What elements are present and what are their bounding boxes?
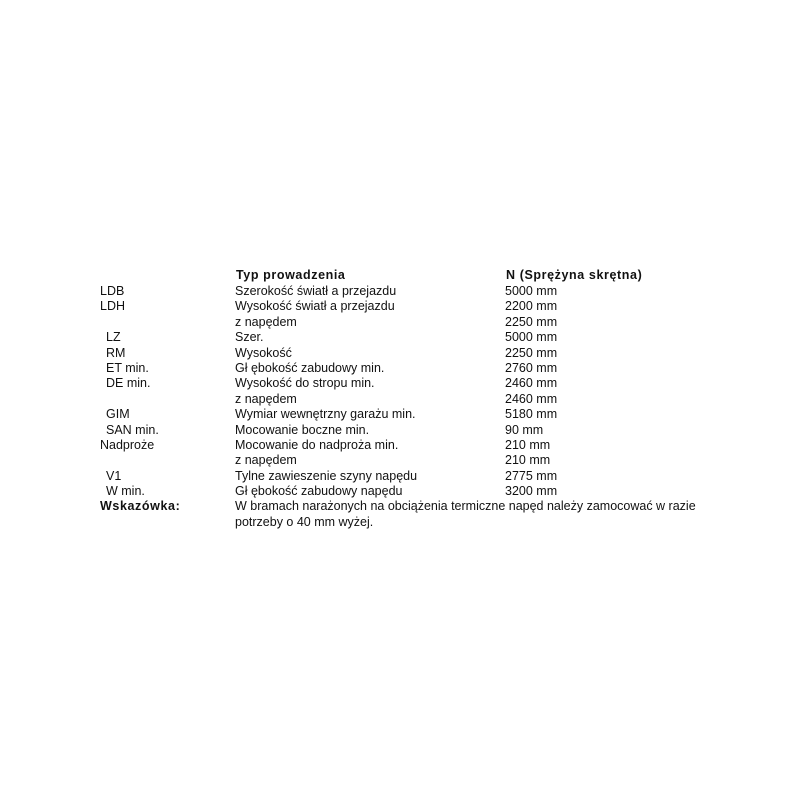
table-row bbox=[100, 376, 720, 391]
header-description: Typ prowadzenia bbox=[236, 268, 346, 282]
row-value: 2760 mm bbox=[505, 360, 558, 375]
row-value: 210 mm bbox=[505, 437, 551, 452]
row-value: 90 mm bbox=[505, 422, 544, 437]
note bbox=[100, 499, 720, 533]
row-description: z napędem bbox=[235, 391, 297, 406]
row-code: LDB bbox=[100, 284, 125, 298]
table-row bbox=[100, 407, 720, 422]
row-description: Mocowanie boczne min. bbox=[235, 422, 370, 437]
table-row bbox=[100, 484, 720, 499]
row-code: DE min. bbox=[106, 376, 151, 391]
row-description: Wymiar wewnętrzny garażu min. bbox=[235, 407, 416, 422]
table-row bbox=[100, 284, 720, 299]
row-description: z napędem bbox=[235, 314, 297, 329]
row-description: Wysokość bbox=[235, 345, 292, 360]
row-value: 2460 mm bbox=[505, 391, 558, 406]
row-value: 3200 mm bbox=[505, 484, 558, 499]
row-description: Wysokość do stropu min. bbox=[235, 376, 375, 391]
row-code: LZ bbox=[106, 330, 121, 345]
row-description: Szer. bbox=[235, 330, 264, 345]
row-description: Gł ębokość zabudowy napędu bbox=[235, 484, 403, 499]
spec-table bbox=[100, 266, 720, 533]
header-value: N (Sprężyna skrętna) bbox=[506, 268, 643, 282]
row-code: W min. bbox=[106, 484, 145, 499]
table-header bbox=[100, 266, 720, 284]
row-description: Mocowanie do nadproża min. bbox=[235, 437, 399, 452]
row-description: Tylne zawieszenie szyny napędu bbox=[235, 468, 418, 483]
row-value: 2775 mm bbox=[505, 468, 558, 483]
table-row bbox=[100, 392, 720, 407]
note-label: Wskazówka: bbox=[100, 499, 181, 514]
row-code: RM bbox=[106, 345, 126, 360]
row-value: 2250 mm bbox=[505, 314, 558, 329]
note-text: W bramach narażonych na obciążenia termiczne napęd należy zamocować w razie potrzeby o 40 mm wyżej. bbox=[235, 499, 696, 529]
table-rows bbox=[100, 284, 720, 499]
row-value: 2200 mm bbox=[505, 299, 558, 314]
table-row bbox=[100, 438, 720, 453]
row-value: 2250 mm bbox=[505, 345, 558, 360]
row-code: ET min. bbox=[106, 360, 149, 375]
row-value: 5000 mm bbox=[505, 330, 558, 345]
row-description: Wysokość światł a przejazdu bbox=[235, 299, 395, 314]
table-row bbox=[100, 315, 720, 330]
table-row bbox=[100, 361, 720, 376]
row-value: 2460 mm bbox=[505, 376, 558, 391]
table-row bbox=[100, 299, 720, 314]
table-row bbox=[100, 453, 720, 468]
row-code: V1 bbox=[106, 468, 122, 483]
row-code: SAN min. bbox=[106, 422, 159, 437]
table-row bbox=[100, 423, 720, 438]
table-row bbox=[100, 469, 720, 484]
row-value: 210 mm bbox=[505, 453, 551, 468]
row-code: GIM bbox=[106, 407, 130, 422]
row-code: LDH bbox=[100, 299, 126, 314]
row-description: Gł ębokość zabudowy min. bbox=[235, 360, 385, 375]
table-row bbox=[100, 330, 720, 345]
row-description: Szerokość światł a przejazdu bbox=[235, 284, 397, 298]
row-code: Nadproże bbox=[100, 437, 155, 452]
table-row bbox=[100, 346, 720, 361]
row-value: 5180 mm bbox=[505, 407, 558, 422]
row-description: z napędem bbox=[235, 453, 297, 468]
row-value: 5000 mm bbox=[505, 284, 558, 298]
